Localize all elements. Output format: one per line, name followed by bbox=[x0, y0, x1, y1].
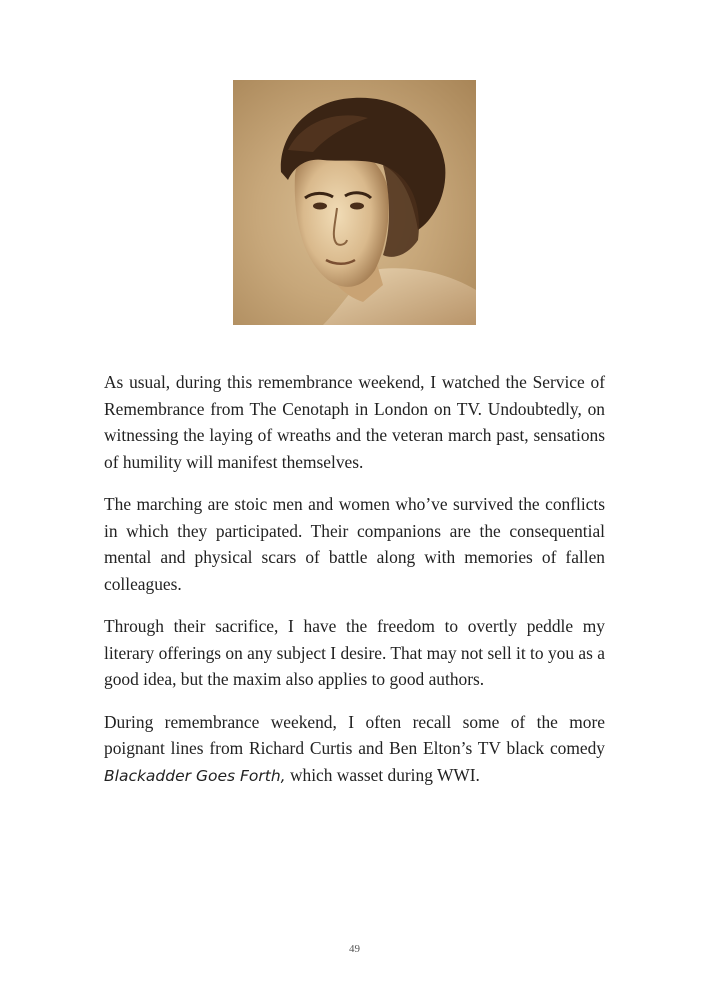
portrait-photo-icon bbox=[233, 80, 476, 325]
page-number: 49 bbox=[349, 943, 360, 955]
paragraph: Through their sacrifice, I have the freedom to overtly peddle my literary offerings on any subject I desire. That may not sell it to you as a good idea, but the maxim also applies to good authors. bbox=[104, 616, 605, 689]
show-title: Blackadder Goes Forth, bbox=[104, 766, 286, 785]
paragraph: As usual, during this remembrance weekend, I watched the Service of Remembrance from The Cenotaph in London on TV. Undoubtedly, on witnessing the laying of wreaths and the veteran march past, sensations of humility will manifest themselves. bbox=[104, 372, 605, 472]
body-text bbox=[104, 369, 605, 805]
paragraph: The marching are stoic men and women who’ve survived the conflicts in which they participated. Their companions are the consequential mental and physical scars of battle along with memories of fallen colleagues. bbox=[104, 494, 605, 594]
portrait-photo bbox=[233, 80, 476, 325]
paragraph bbox=[104, 709, 605, 790]
paragraph-text: which wasset during WWI. bbox=[285, 764, 480, 785]
paragraph-text: During remembrance weekend, I often recall some of the more poignant lines from Richard Curtis and Ben Elton’s TV black comedy bbox=[104, 711, 605, 758]
